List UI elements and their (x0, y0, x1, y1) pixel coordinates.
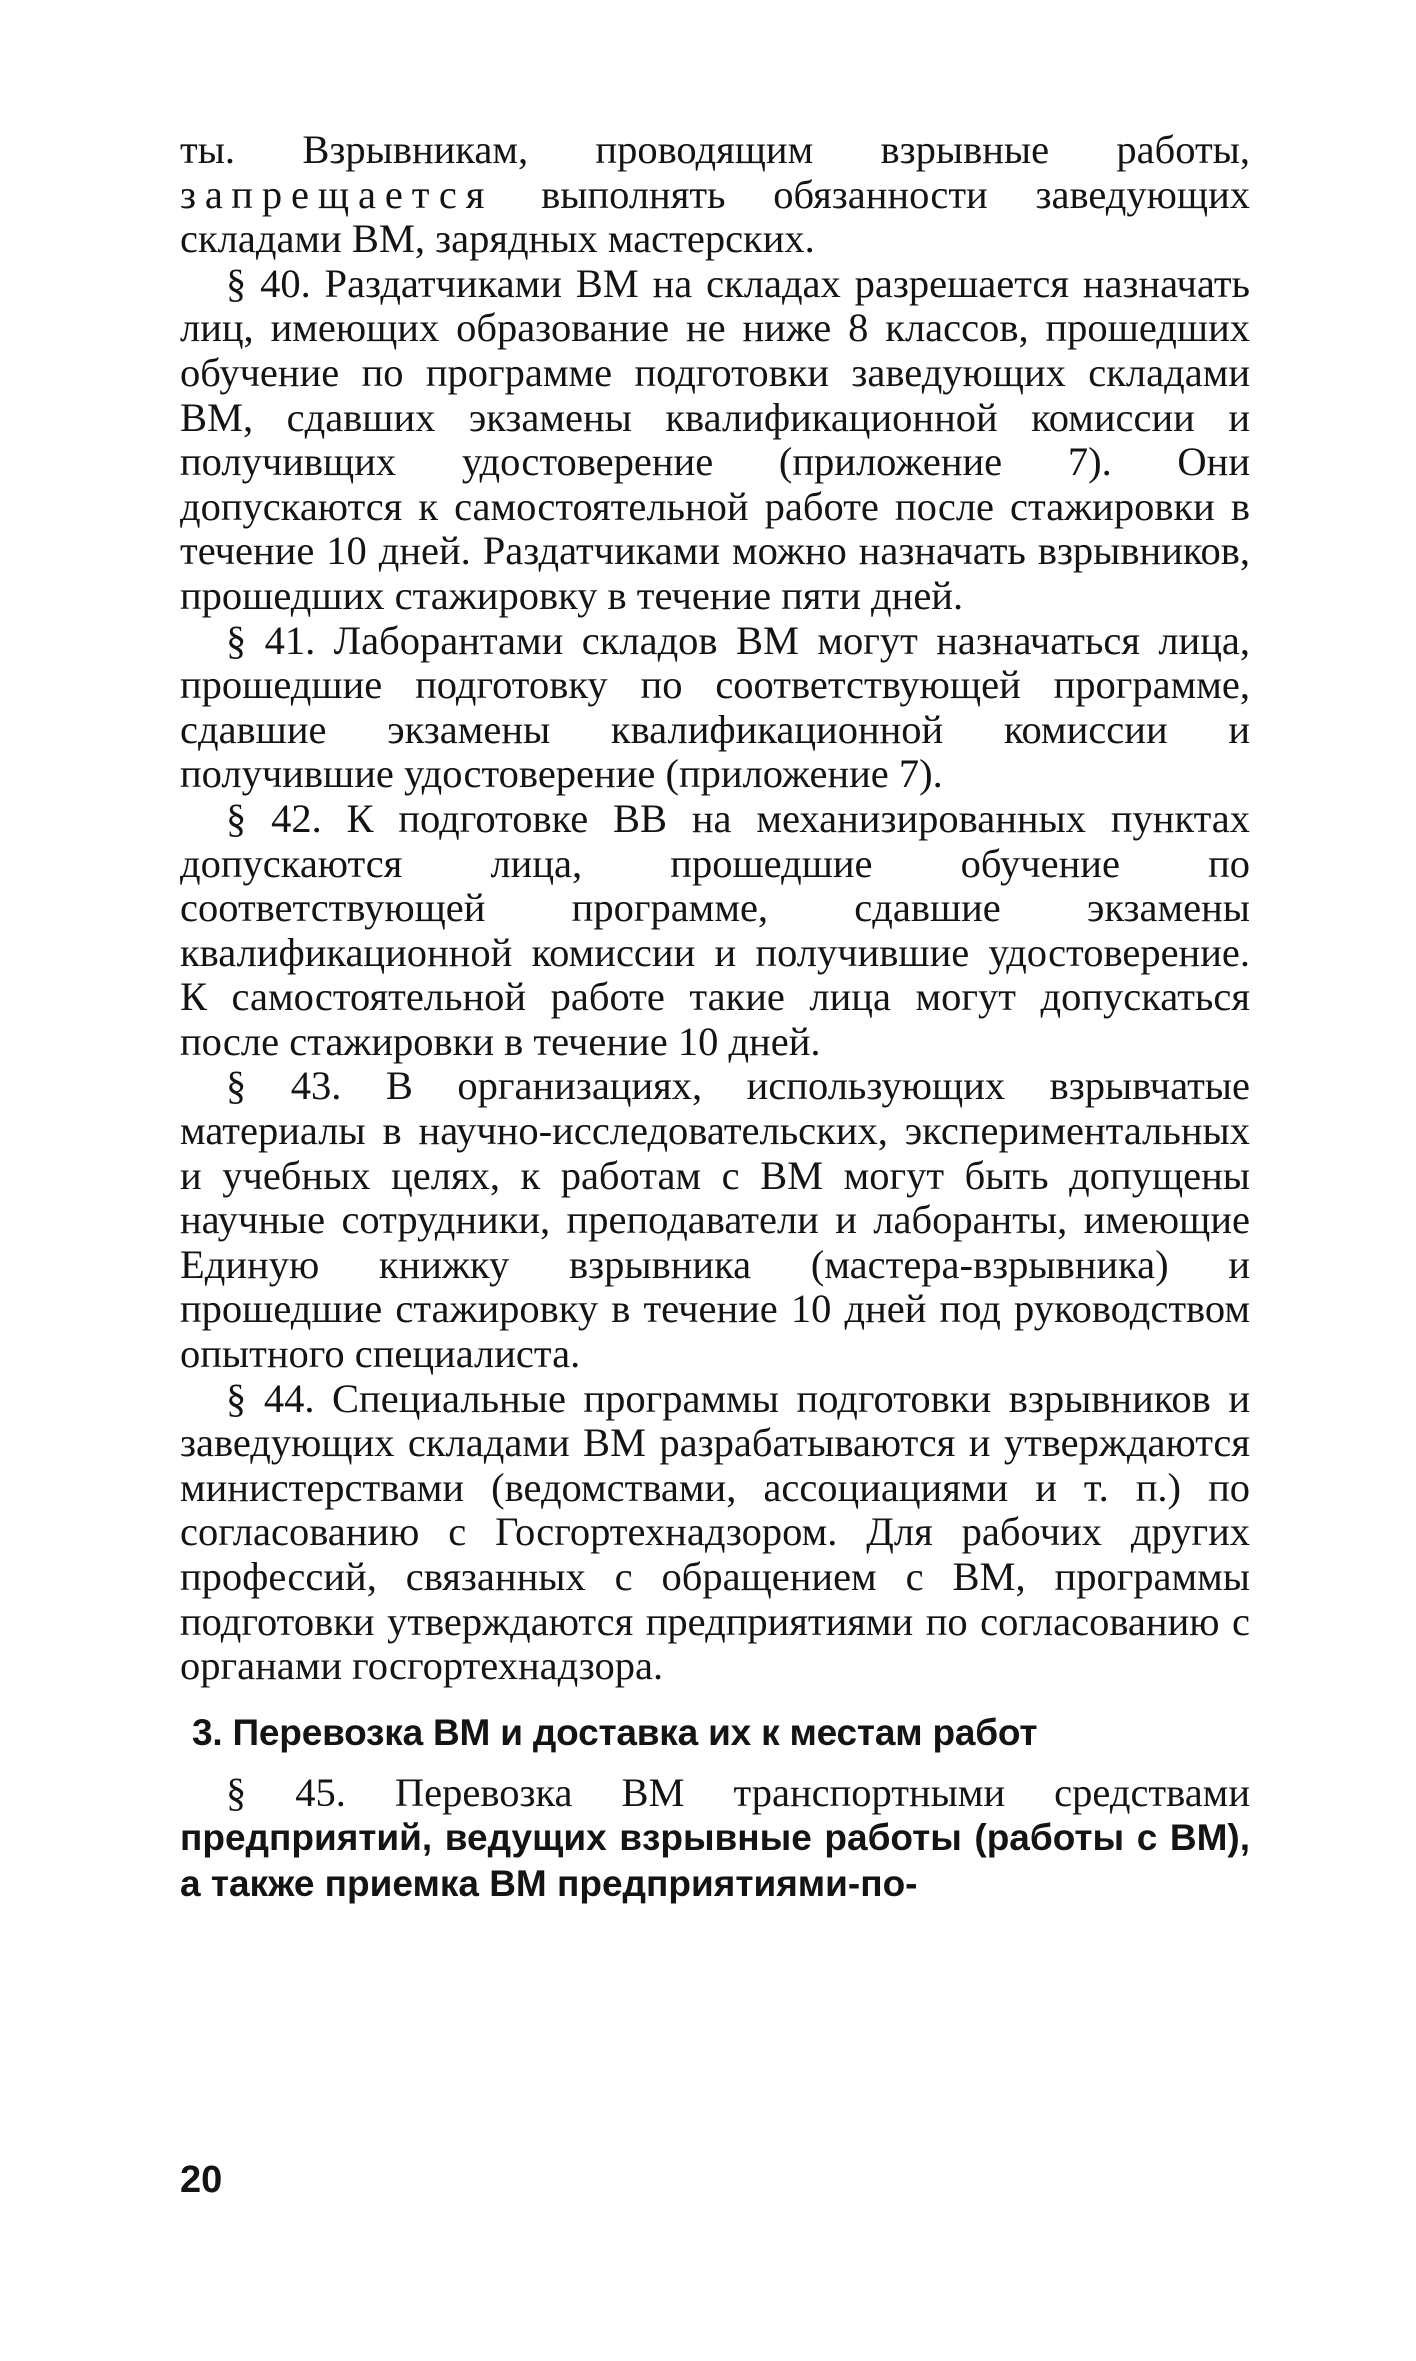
paragraph-42: § 42. К подготовке ВВ на механизированных пунктах допускаются лица, прошедшие обучение по соответствующей программе, сдавшие экзамены квалификационной комиссии и получившие удостоверение. К самостоятельной работе такие лица могут допускаться после стажировки в течение 10 дней. (180, 795, 1250, 1064)
document-page (180, 128, 1250, 2278)
paragraph-45 (180, 1771, 1250, 1907)
paragraph-41: § 41. Лаборантами складов ВМ могут назначаться лица, прошедшие подготовку по соответствующей программе, сдавшие экзамены квалификационной комиссии и получившие удостоверение (приложение 7). (180, 617, 1250, 797)
paragraph-45-normal: § 45. Перевозка ВМ транспортными средствами (226, 1769, 1250, 1815)
emphasis-word: запрещается (180, 171, 494, 217)
paragraph-44: § 44. Специальные программы подготовки взрывников и заведующих складами ВМ разрабатываются и утверждаются министерствами (ведомствами, ассоциациями и т. п.) по согласованию с Госгортехнадзором. Для рабочих других профессий, связанных с обращением с ВМ, программы подготовки утверждаются предприятиями по согласованию с органами госгортехнадзора. (180, 1375, 1250, 1689)
paragraph-45-bold: предприятий, ведущих взрывные работы (работы с ВМ), а также приемка ВМ предприятиями-по- (180, 1817, 1250, 1904)
section-heading: 3. Перевозка ВМ и доставка их к местам работ (192, 1711, 1038, 1753)
paragraph-rest: выполнять обязанности заведующих складами ВМ, зарядных мастерских. (180, 171, 1251, 262)
paragraph-continuation (180, 128, 1250, 262)
paragraph-lead: ты. Взрывникам, проводящим взрывные работы, (180, 127, 1250, 172)
paragraph-43: § 43. В организациях, использующих взрывчатые материалы в научно-исследовательских, экспериментальных и учебных целях, к работам с ВМ могут быть допущены научные сотрудники, преподаватели и лаборанты, имеющие Единую книжку взрывника (мастера-взрывника) и прошедшие стажировку в течение 10 дней под руководством опытного специалиста. (180, 1063, 1250, 1377)
page-number: 20 (180, 2159, 223, 2201)
paragraph-40: § 40. Раздатчиками ВМ на складах разрешается назначать лиц, имеющих образование не ниже 8 классов, прошедших обучение по программе подготовки заведующих складами ВМ, сдавших экзамены квалификационной комиссии и получивщих удостоверение (приложение 7). Они допускаются к самостоятельной работе после стажировки в течение 10 дней. Раздатчиками можно назначать взрывников, прошедших стажировку в течение пяти дней. (180, 260, 1250, 618)
